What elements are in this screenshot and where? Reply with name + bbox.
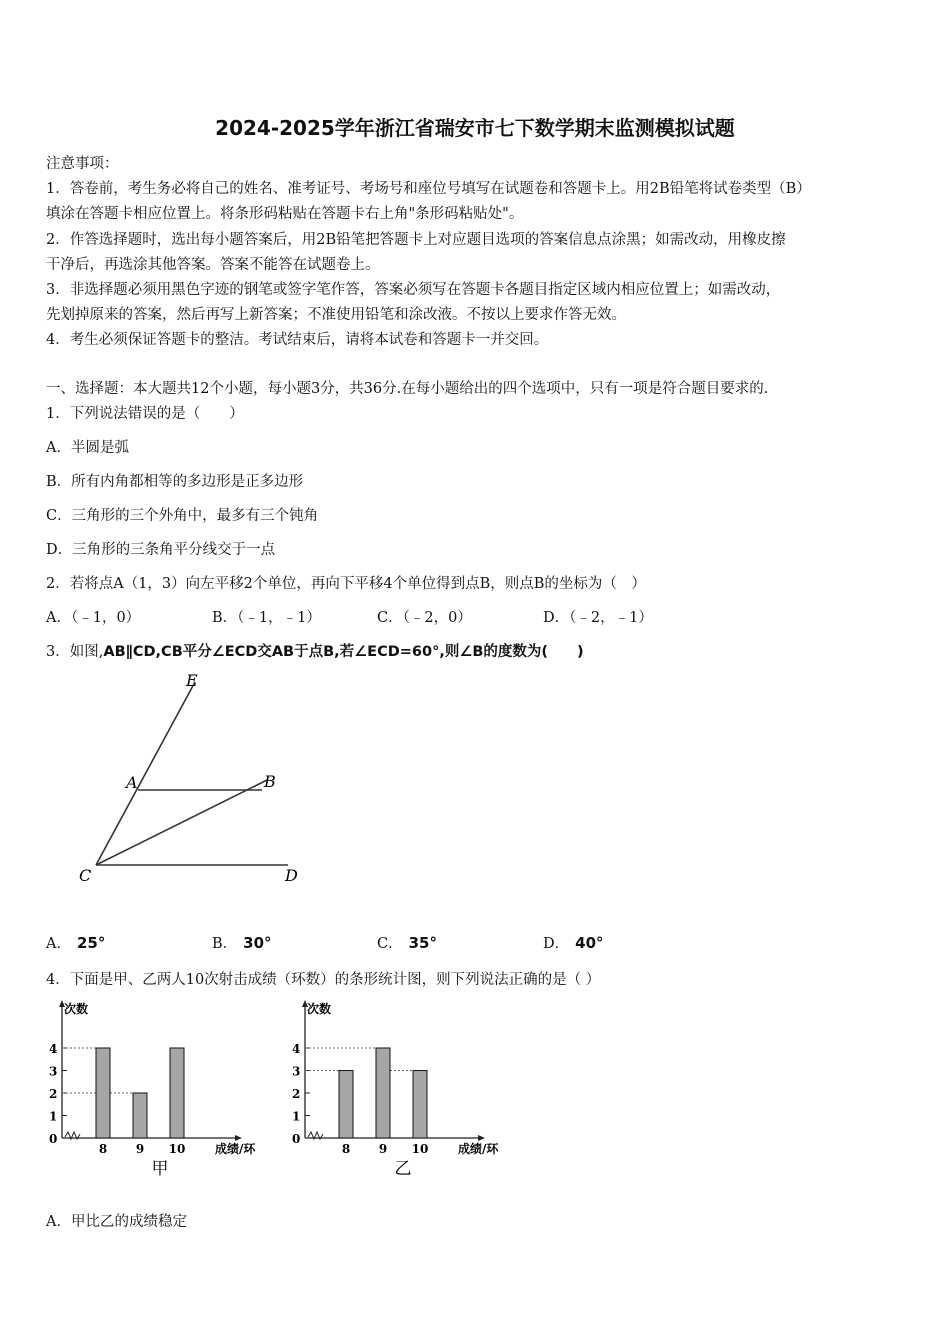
label-c: C: [79, 866, 92, 885]
q1-option-b: B．所有内角都相等的多边形是正多边形: [46, 474, 304, 490]
label-a: A: [126, 773, 138, 792]
section-heading: 一、选择题：本大题共12个小题，每小题3分，共36分.在每小题给出的四个选项中，只有一项是符合题目要求的.: [46, 381, 769, 397]
y-tick-label: 2: [292, 1087, 301, 1101]
q2-option-c: C．（﹣2，0）: [377, 610, 472, 626]
q4-option-a: A．甲比乙的成绩稳定: [46, 1214, 187, 1230]
q1-stem: 1．下列说法错误的是（ ）: [46, 406, 244, 422]
x-tick-label: 10: [168, 1142, 186, 1156]
label-b: B: [264, 772, 276, 791]
y-tick-label: 1: [49, 1109, 58, 1124]
q3-option-b: [212, 932, 272, 953]
q3-option-c-label: C．: [377, 936, 403, 952]
page-title: 2024-2025学年浙江省瑞安市七下数学期末监测模拟试题: [215, 116, 735, 140]
q1-option-c: C．三角形的三个外角中，最多有三个钝角: [46, 508, 319, 524]
chart-jia: [40, 995, 280, 1185]
x-tick-label: 9: [135, 1142, 145, 1156]
q3-stem-prefix: 3．如图,: [46, 644, 104, 660]
notice-line: 先划掉原来的答案，然后再写上新答案；不准使用铅笔和涂改液。不按以上要求作答无效。: [46, 307, 626, 323]
bar-10: [170, 1048, 184, 1138]
q1-option-a: A．半圆是弧: [46, 440, 129, 456]
y-tick-label: 3: [49, 1064, 58, 1079]
y-axis-label: 次数: [307, 1002, 332, 1016]
q3-option-b-value: 30°: [243, 934, 272, 952]
bar-10: [413, 1071, 427, 1139]
q3-option-c: [377, 932, 437, 953]
q3-stem: [46, 640, 584, 661]
y-tick-label: 1: [292, 1109, 301, 1124]
notice-heading: 注意事项：: [46, 156, 119, 172]
notice-line: 1．答卷前，考生务必将自己的姓名、准考证号、考场号和座位号填写在试题卷和答题卡上。用2B铅笔将试卷类型（B）: [46, 181, 811, 197]
bar-9: [376, 1048, 390, 1138]
q3-option-d-value: 40°: [575, 934, 604, 952]
bar-8: [96, 1048, 110, 1138]
q3-option-d-label: D．: [543, 936, 570, 952]
q3-option-a-label: A．: [46, 936, 71, 952]
x-axis-label: 成绩/环: [215, 1142, 256, 1156]
q3-option-a-value: 25°: [76, 934, 106, 952]
y-tick-label: 2: [49, 1087, 58, 1101]
x-tick-label: 10: [411, 1142, 429, 1156]
line-ce: [96, 682, 195, 865]
q3-geometry-figure: [70, 668, 310, 893]
y-tick-label: 0: [49, 1132, 58, 1146]
x-axis-arrow: [235, 1135, 242, 1141]
q2-stem: 2．若将点A（1，3）向左平移2个单位，再向下平移4个单位得到点B，则点B的坐标为（ ）: [46, 576, 646, 592]
q3-option-a: [46, 932, 105, 953]
notice-line: 填涂在答题卡相应位置上。将条形码粘贴在答题卡右上角"条形码粘贴处"。: [46, 206, 524, 222]
x-axis-label: 成绩/环: [458, 1142, 499, 1156]
y-tick-label: 0: [292, 1132, 301, 1146]
q2-option-a: A．（﹣1，0）: [46, 610, 141, 626]
y-tick-label: 3: [292, 1064, 301, 1079]
q4-stem: 4．下面是甲、乙两人10次射击成绩（环数）的条形统计图，则下列说法正确的是（ ）: [46, 972, 601, 988]
q2-option-b: B．（﹣1，﹣1）: [212, 610, 321, 626]
bar-8: [339, 1071, 353, 1139]
notice-line: 2．作答选择题时，选出每小题答案后，用2B铅笔把答题卡上对应题目选项的答案信息点涂黑；如需改动，用橡皮擦: [46, 232, 786, 248]
y-axis-label: 次数: [64, 1002, 89, 1016]
x-tick-label: 8: [341, 1142, 351, 1156]
q2-option-d: D．（﹣2，﹣1）: [543, 610, 653, 626]
q3-option-d: [543, 932, 604, 953]
notice-line: 4．考生必须保证答题卡的整洁。考试结束后，请将本试卷和答题卡一并交回。: [46, 332, 549, 348]
chart-title: 甲: [151, 1159, 169, 1179]
q3-option-c-value: 35°: [408, 934, 437, 952]
y-tick-label: 4: [292, 1042, 301, 1056]
label-d: D: [285, 866, 298, 885]
line-cb: [96, 780, 267, 865]
x-axis-arrow: [478, 1135, 485, 1141]
q3-option-b-label: B．: [212, 936, 238, 952]
q3-stem-main: AB∥CD,CB平分∠ECD交AB于点B,若∠ECD=60°,则∠B的度数为( ): [103, 644, 584, 660]
x-tick-label: 8: [98, 1142, 108, 1156]
notice-line: 3．非选择题必须用黑色字迹的钢笔或签字笔作答，答案必须写在答题卡各题目指定区域内相应位置上；如需改动，: [46, 282, 781, 298]
notice-line: 干净后，再选涂其他答案。答案不能答在试题卷上。: [46, 257, 380, 273]
bar-9: [133, 1093, 147, 1138]
x-tick-label: 9: [378, 1142, 388, 1156]
y-tick-label: 4: [49, 1042, 58, 1056]
chart-title: 乙: [394, 1159, 412, 1179]
q1-option-d: D．三角形的三条角平分线交于一点: [46, 542, 276, 558]
label-e: E: [186, 671, 198, 690]
chart-yi: [283, 995, 523, 1185]
